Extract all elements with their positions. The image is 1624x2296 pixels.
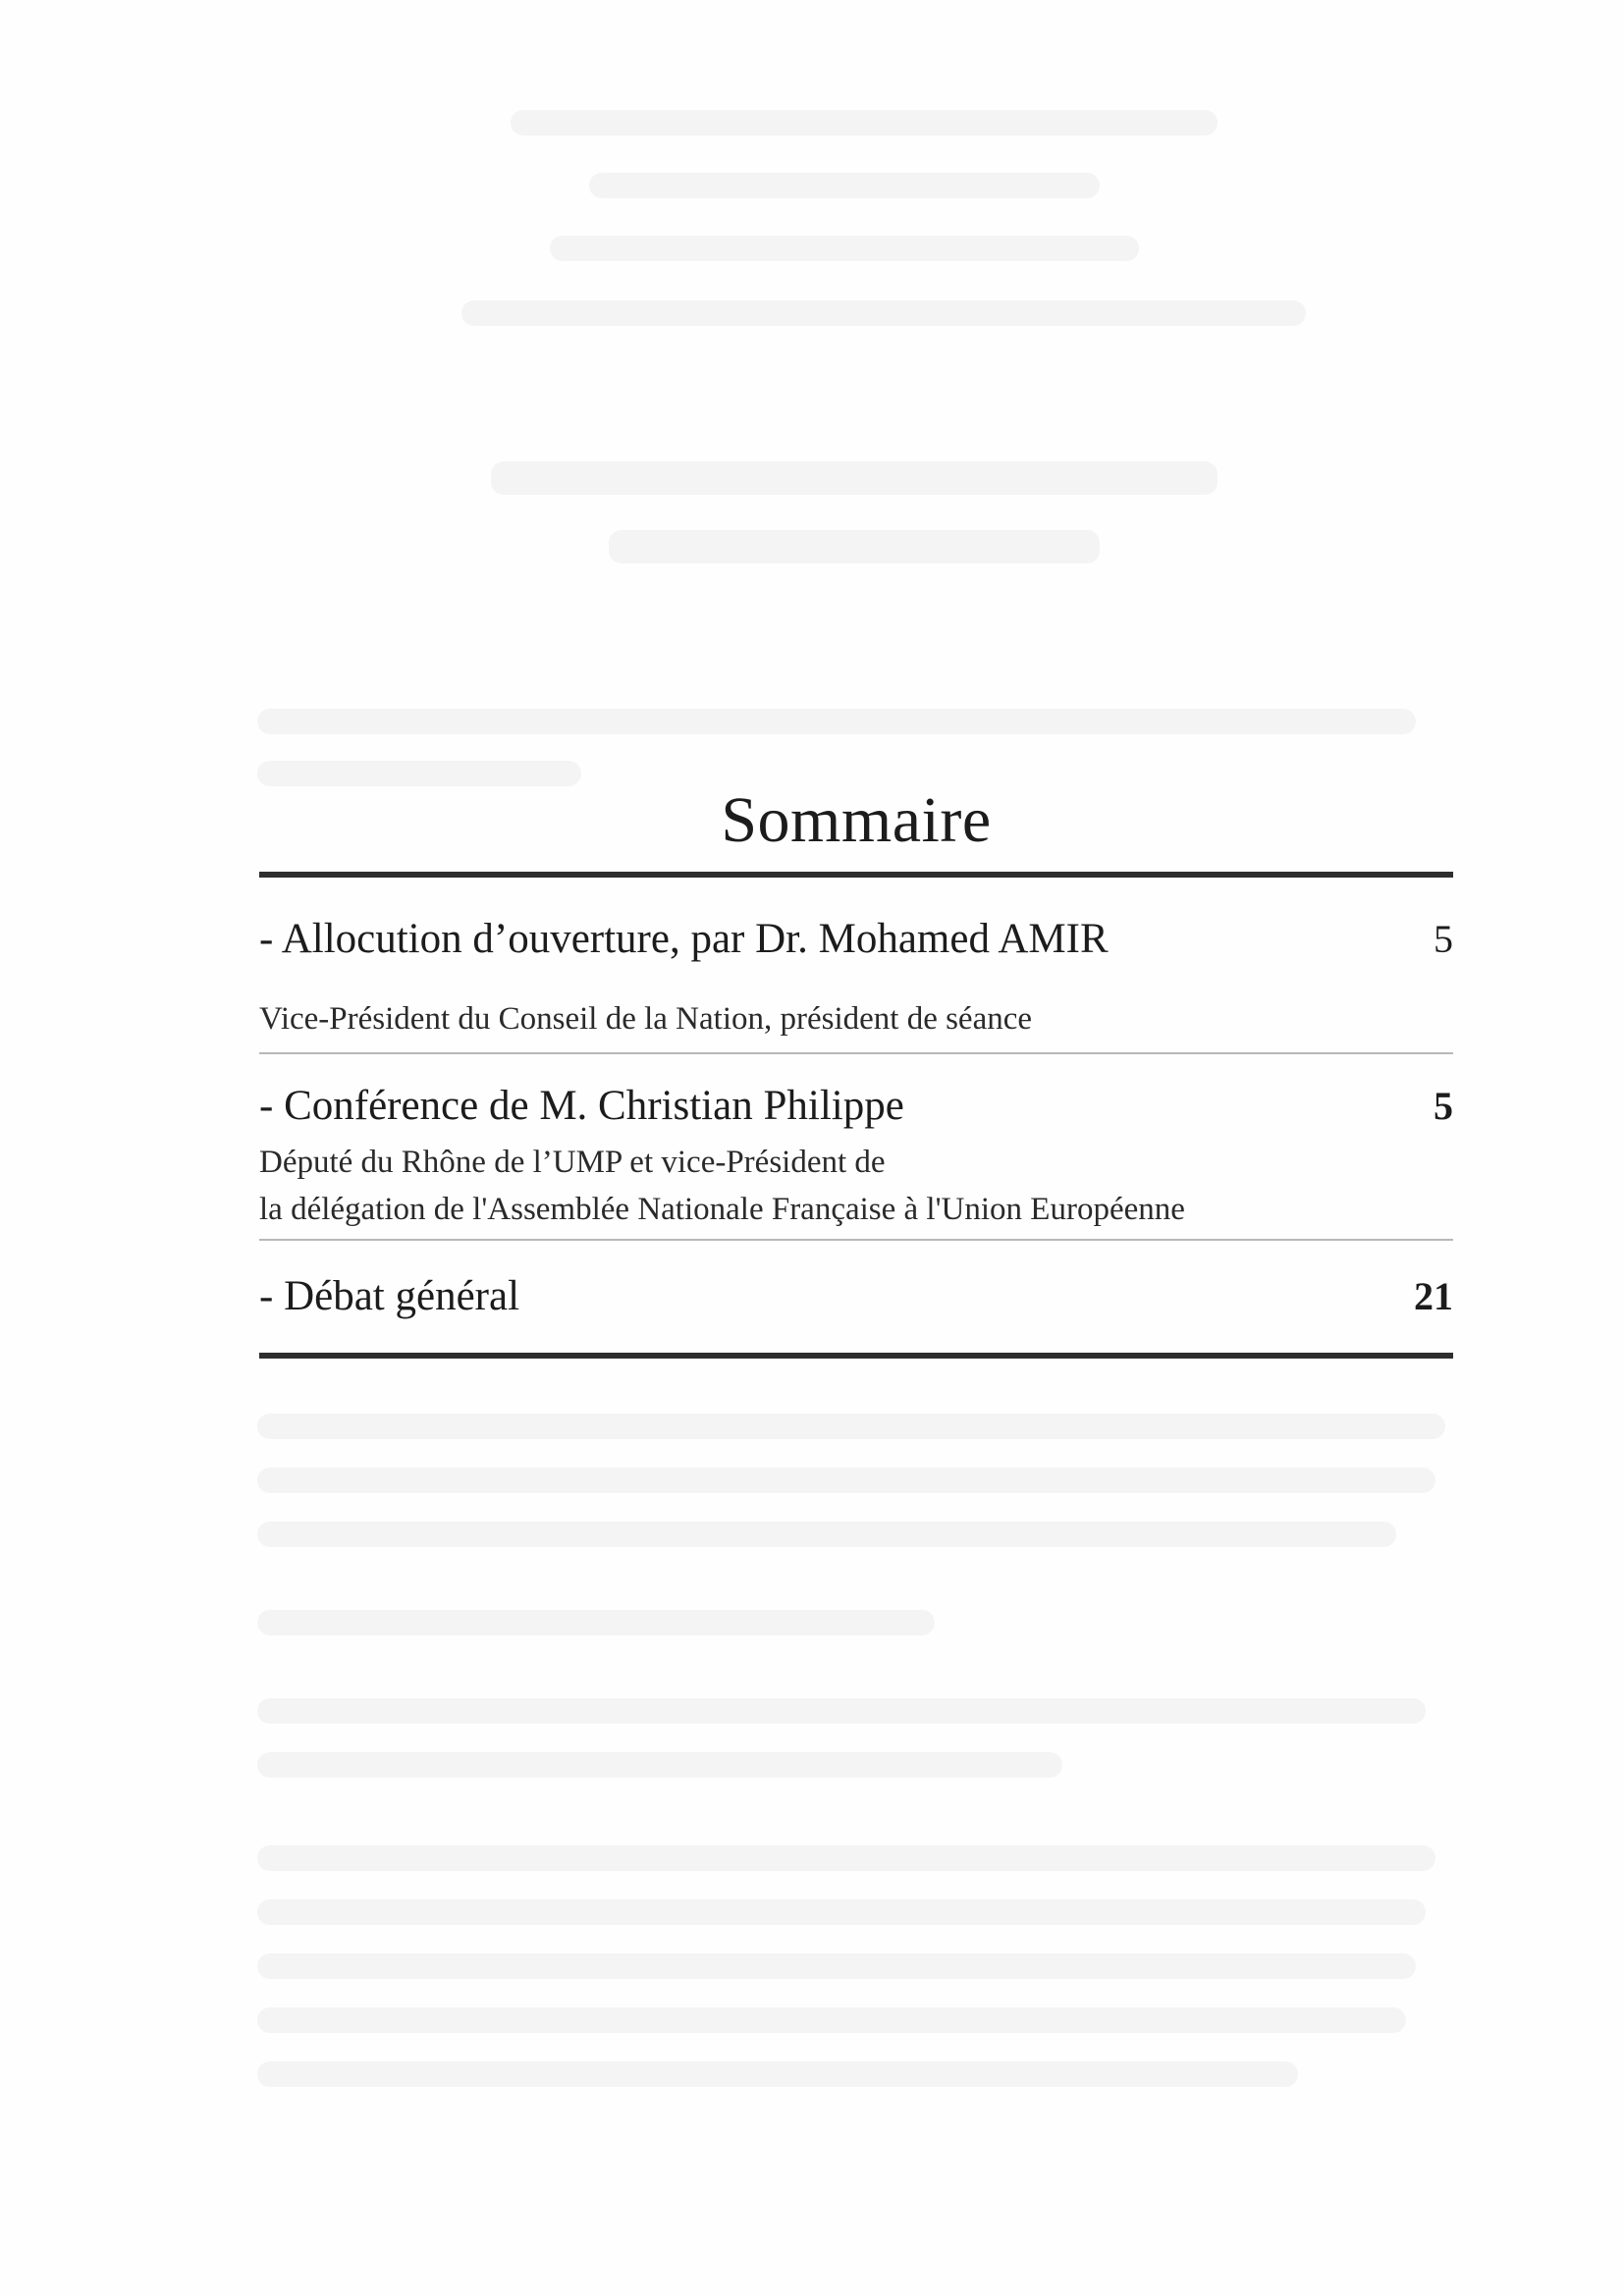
- entry-page-number: 21: [1414, 1274, 1453, 1318]
- entry-page-number: 5: [1434, 917, 1453, 961]
- entry-title: - Débat général: [259, 1273, 520, 1319]
- toc-entry-general-debate[interactable]: [259, 1241, 1453, 1353]
- entry-page-number: 5: [1434, 1084, 1453, 1128]
- entry-title: - Allocution d’ouverture, par Dr. Mohamed AMIR: [259, 916, 1109, 962]
- toc-entry-opening-speech[interactable]: [259, 878, 1453, 1052]
- entry-subtitle-line: la délégation de l'Assemblée Nationale Française à l'Union Européenne: [259, 1192, 1185, 1227]
- bottom-divider: [259, 1353, 1453, 1359]
- toc-entry-conference[interactable]: [259, 1054, 1453, 1239]
- entry-subtitle-line: Vice-Président du Conseil de la Nation, président de séance: [259, 1001, 1033, 1037]
- table-of-contents: [259, 775, 1453, 1359]
- entry-subtitle-line: Député du Rhône de l’UMP et vice-Président de: [259, 1145, 886, 1180]
- entry-title: - Conférence de M. Christian Philippe: [259, 1083, 904, 1129]
- toc-title: Sommaire: [721, 784, 992, 856]
